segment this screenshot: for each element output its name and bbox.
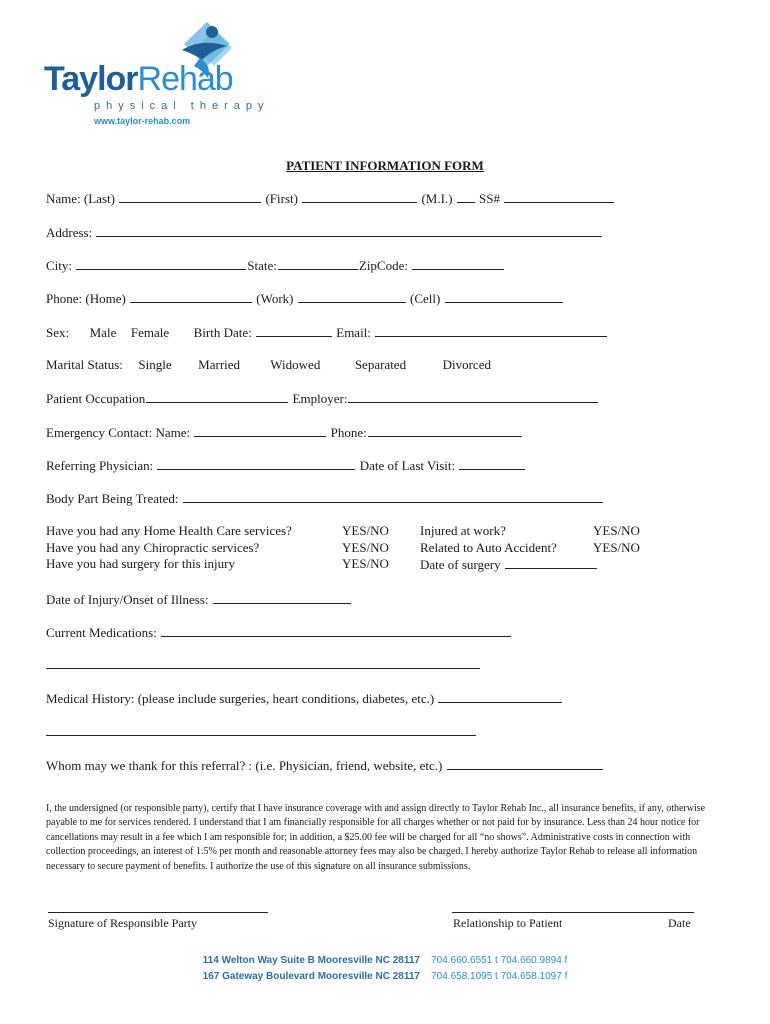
emergency-row <box>46 424 523 441</box>
referring-field[interactable] <box>157 457 355 470</box>
answer-home-health[interactable]: YES/NO <box>342 523 389 538</box>
phone-row <box>46 290 564 307</box>
sex-label: Sex: <box>46 325 70 340</box>
question-auto-accident: Related to Auto Accident? <box>420 539 557 555</box>
sex-row <box>46 324 608 341</box>
relationship-label: Relationship to Patient <box>453 916 563 930</box>
body-part-label: Body Part Being Treated: <box>46 491 179 506</box>
date-label: Date <box>668 916 691 930</box>
email-field[interactable] <box>375 324 607 337</box>
history-label: Medical History: (please include surgeries, heart conditions, diabetes, etc.) <box>46 691 435 706</box>
state-field[interactable] <box>278 257 358 270</box>
history-row <box>46 690 563 707</box>
history-row-2 <box>46 723 476 740</box>
last-visit-field[interactable] <box>459 457 525 470</box>
zip-field[interactable] <box>412 257 504 270</box>
question-injured-at-work: Injured at work? <box>420 523 506 538</box>
answer-chiropractic[interactable]: YES/NO <box>342 539 389 555</box>
address-row <box>46 224 603 241</box>
occupation-row <box>46 390 599 407</box>
emergency-phone-field[interactable] <box>368 424 522 437</box>
cell-phone-field[interactable] <box>445 290 563 303</box>
referring-row <box>46 457 526 474</box>
city-row <box>46 257 505 274</box>
occupation-label: Patient Occupation <box>46 391 146 406</box>
questions-right <box>420 523 598 574</box>
sex-female-option[interactable]: Female <box>130 325 170 340</box>
answer-surgery[interactable]: YES/NO <box>342 556 389 571</box>
taylor-rehab-logo <box>44 20 274 130</box>
emergency-name-label: Emergency Contact: Name: <box>46 425 191 440</box>
name-row <box>46 190 615 207</box>
sex-male-option[interactable]: Male <box>89 325 117 340</box>
marital-separated-option[interactable]: Separated <box>354 357 407 372</box>
zip-label: ZipCode: <box>358 258 408 273</box>
ss-label: SS# <box>479 191 500 206</box>
date-of-surgery-row <box>420 556 598 574</box>
marital-married-option[interactable]: Married <box>198 357 241 372</box>
logo-subtitle: physical therapy <box>94 100 270 112</box>
answer-injured-at-work[interactable]: YES/NO <box>593 523 640 538</box>
referring-label: Referring Physician: <box>46 458 154 473</box>
answer-auto-accident[interactable]: YES/NO <box>593 539 640 555</box>
signature-label: Signature of Responsible Party <box>48 916 197 930</box>
history-field-2[interactable] <box>46 723 476 736</box>
medications-row-2 <box>46 656 480 673</box>
medications-field[interactable] <box>161 624 511 637</box>
referral-field[interactable] <box>447 757 603 770</box>
medications-field-2[interactable] <box>46 656 480 669</box>
marital-single-option[interactable]: Single <box>138 357 172 372</box>
emergency-name-field[interactable] <box>194 424 326 437</box>
birth-date-label: Birth Date: <box>193 325 252 340</box>
logo-wordmark <box>44 60 233 99</box>
logo-name-part2: Rehab <box>137 60 233 98</box>
first-name-label: (First) <box>265 191 298 206</box>
address-field[interactable] <box>96 224 602 237</box>
question-home-health: Have you had any Home Health Care services? <box>46 523 292 538</box>
medications-row <box>46 624 512 641</box>
last-visit-label: Date of Last Visit: <box>359 458 456 473</box>
city-label: City: <box>46 258 73 273</box>
work-phone-label: (Work) <box>256 291 294 306</box>
logo-url: www.taylor-rehab.com <box>94 116 191 126</box>
footer-phone-1: 704.660.6551 t 704.660.9894 f <box>431 955 568 966</box>
last-name-label: Name: (Last) <box>46 191 115 206</box>
form-title: PATIENT INFORMATION FORM <box>286 158 484 173</box>
question-surgery: Have you had surgery for this injury <box>46 556 235 571</box>
footer-address-2: 167 Gateway Boulevard Mooresville NC 28117 <box>202 971 420 982</box>
body-part-field[interactable] <box>183 490 603 503</box>
footer-phone-2: 704.658.1095 t 704.658.1097 f <box>431 971 568 982</box>
questions-right-answers <box>593 523 640 556</box>
medications-label: Current Medications: <box>46 625 157 640</box>
birth-date-field[interactable] <box>256 324 332 337</box>
injury-row <box>46 591 352 608</box>
address-label: Address: <box>46 225 93 240</box>
email-label: Email: <box>336 325 371 340</box>
mi-field[interactable] <box>457 190 475 203</box>
footer-line-2 <box>0 971 770 982</box>
last-name-field[interactable] <box>119 190 261 203</box>
home-phone-field[interactable] <box>130 290 252 303</box>
history-field[interactable] <box>438 690 562 703</box>
marital-divorced-option[interactable]: Divorced <box>442 357 491 372</box>
injury-field[interactable] <box>213 591 351 604</box>
injury-label: Date of Injury/Onset of Illness: <box>46 592 209 607</box>
work-phone-field[interactable] <box>298 290 406 303</box>
logo-name-part1: Taylor <box>44 60 138 98</box>
employer-label: Employer: <box>292 391 348 406</box>
footer-line-1 <box>0 955 770 966</box>
referral-row <box>46 757 604 774</box>
emergency-phone-label: Phone: <box>330 425 367 440</box>
ss-field[interactable] <box>504 190 614 203</box>
marital-label: Marital Status: <box>46 357 123 372</box>
cell-phone-label: (Cell) <box>410 291 441 306</box>
referral-label: Whom may we thank for this referral? : (i.e. Physician, friend, website, etc.) <box>46 758 443 773</box>
footer-address-1: 114 Welton Way Suite B Mooresville NC 28117 <box>202 955 420 966</box>
question-chiropractic: Have you had any Chiropractic services? <box>46 539 260 555</box>
body-part-row <box>46 490 604 507</box>
questions-left <box>46 523 292 573</box>
state-label: State: <box>247 258 277 273</box>
city-field[interactable] <box>76 257 246 270</box>
occupation-field[interactable] <box>146 390 288 403</box>
home-phone-label: Phone: (Home) <box>46 291 126 306</box>
relationship-date-line[interactable] <box>452 912 694 913</box>
signature-line[interactable] <box>48 912 268 913</box>
first-name-field[interactable] <box>302 190 417 203</box>
marital-widowed-option[interactable]: Widowed <box>270 357 321 372</box>
date-of-surgery-label: Date of surgery <box>420 557 501 572</box>
questions-left-answers <box>342 523 389 573</box>
disclaimer-paragraph: I, the undersigned (or responsible party), certify that I have insurance coverage with and assign directly to Taylor Rehab Inc., all insurance benefits, if any, otherwise payable to me for services rendered. I understand that I am financially responsible for all charges whether or not paid for by insurance. Less than 24 hour notice for cancellations may result in a fee which I am responsible for; in addition, a $25.00 fee will be charged for all “no shows”. Administrative costs in connection with collection proceedings, an interest of 1.5% per month and reasonable attorney fees may also be charged. I hereby authorize Taylor Rehab to release all information necessary to secure payment of benefits. I authorize the use of this signature on all insurance submissions. <box>46 803 706 872</box>
date-of-surgery-field[interactable] <box>505 556 597 569</box>
employer-field[interactable] <box>348 390 598 403</box>
marital-row <box>46 357 491 373</box>
mi-label: (M.I.) <box>421 191 453 206</box>
